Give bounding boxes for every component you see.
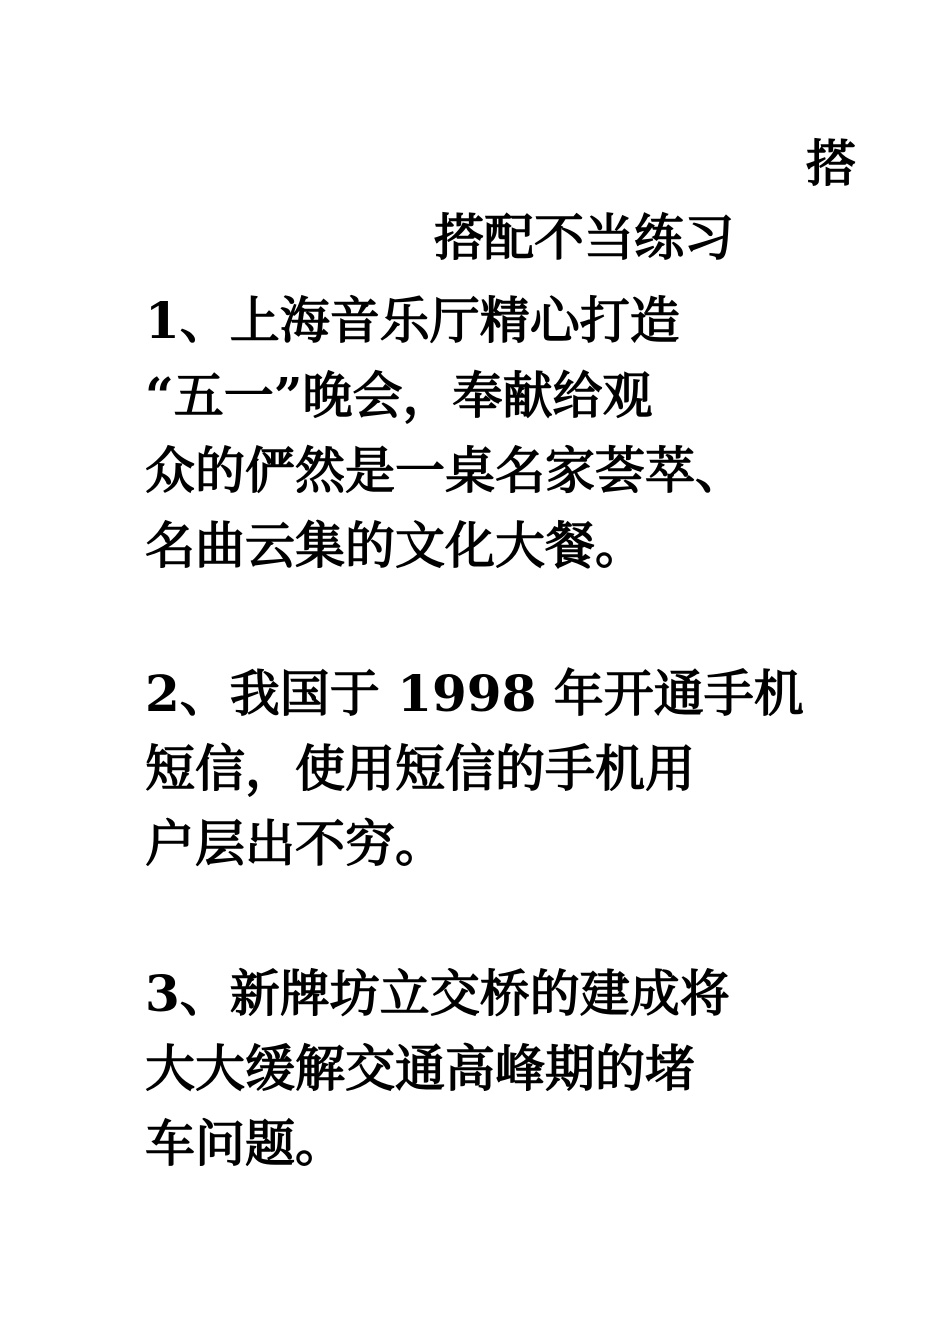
question-1-line-1: 1、上海音乐厅精心打造	[145, 291, 680, 350]
question-1-line-2: “五一”晚会，奉献给观	[145, 366, 653, 425]
question-1-line-3: 众的俨然是一桌名家荟萃、	[145, 441, 745, 500]
question-2-line-1: 2、我国于 1998 年开通手机	[145, 664, 804, 723]
question-1-line-4: 名曲云集的文化大餐。	[145, 516, 645, 575]
question-3-line-2: 大大缓解交通高峰期的堵	[145, 1039, 695, 1098]
question-3-line-1: 3、新牌坊立交桥的建成将	[145, 964, 730, 1023]
question-2-line-2: 短信，使用短信的手机用	[145, 739, 695, 798]
question-2-line-3: 户层出不穷。	[145, 814, 445, 873]
question-3	[145, 956, 835, 1181]
question-3-line-3: 车问题。	[145, 1114, 345, 1173]
page-title: 搭配不当练习	[434, 208, 734, 267]
question-1	[145, 283, 835, 583]
header-corner-text: 搭	[806, 134, 856, 193]
question-2	[145, 656, 835, 881]
